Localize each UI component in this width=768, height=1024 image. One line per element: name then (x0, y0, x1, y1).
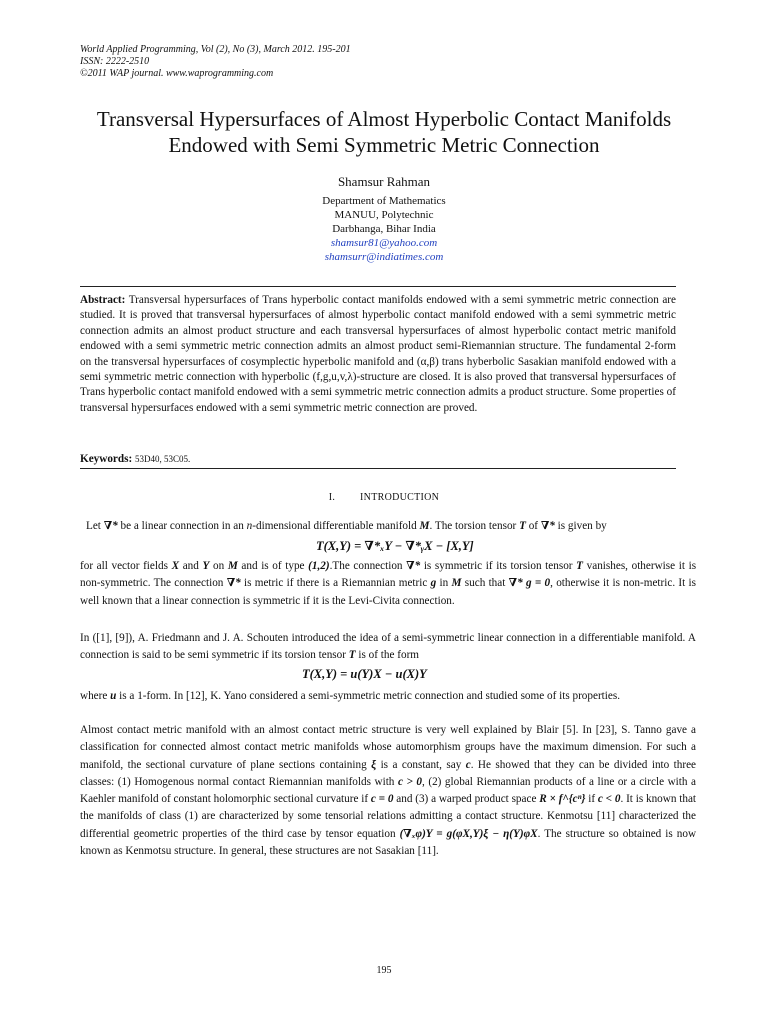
text-span: is given by (557, 520, 607, 532)
math-n: n (246, 520, 253, 532)
math-nabla-star: ∇* (406, 560, 421, 572)
text-span: In ([1], [9]), A. Friedmann and J. A. Schouten introduced the idea of a semi-symmetric linear connection in a differentiable manifold. A connection is said to be semi symmetric if its torsion tensor (80, 632, 696, 662)
email-link-1[interactable]: shamsur81@yahoo.com (330, 237, 438, 249)
math-nabla-star: ∇* (103, 520, 118, 532)
intro-paragraph-4 (80, 688, 696, 705)
abstract-top-rule (80, 286, 676, 287)
math-c-negative: c < 0 (597, 793, 621, 806)
math-c-zero: c = 0 (370, 793, 394, 806)
math-T: T (348, 649, 356, 662)
affiliation-institution: MANUU, Polytechnic (334, 209, 434, 221)
text-span: and is of type (241, 560, 305, 572)
text-span: , (2) global Riemannian products of a line or a circle with a Kaehler manifold of constant holomorphic sectional curvature if (80, 775, 697, 806)
intro-paragraph-2 (80, 558, 696, 610)
text-span: is metric if there is a Riemannian metric (244, 577, 428, 590)
text-span: such that (464, 577, 506, 590)
text-span: is a constant, say (380, 758, 462, 771)
math-T: T (519, 520, 526, 532)
abstract (80, 293, 676, 416)
math-M: M (227, 560, 238, 572)
text-span: is a 1-form. In [12], K. Yano considered a semi-symmetric metric connection and studied some of its properties. (119, 690, 621, 702)
text-span: . He showed that they can be divided into three classes: (1) Homogenous normal contact Riemannian manifolds with (80, 758, 697, 788)
math-xi: ξ (371, 758, 377, 771)
keywords-label: Keywords: (80, 453, 133, 465)
abstract-bottom-rule (80, 468, 676, 469)
intro-paragraph-1 (86, 518, 696, 535)
text-span: .The connection (329, 560, 403, 572)
math-kenmotsu-equation: (∇ₓφ)Y = g(φX,Y)ξ − η(Y)φX (399, 827, 538, 840)
math-metric-condition: ∇* g = 0 (508, 577, 551, 590)
abstract-label: Abstract: (80, 294, 126, 306)
text-span: , otherwise it is non-metric. It is well known that a linear connection is symmetric if it is the Levi-Civita connection. (80, 577, 696, 607)
torsion-formula: T(X,Y) = ∇*ₓY − ∇*ᵧX − [X,Y] (316, 539, 474, 553)
author-affiliation (0, 194, 768, 264)
text-span: of (528, 520, 539, 532)
text-span: Let (86, 520, 101, 532)
text-span: and (3) a warped product space (396, 793, 537, 806)
math-T: T (576, 560, 583, 572)
text-span: . The torsion tensor (429, 520, 517, 532)
section-number: I. (328, 492, 336, 503)
section-heading (0, 492, 768, 503)
journal-copyright: ©2011 WAP journal. www.waprogramming.com (80, 68, 274, 79)
paper-title: Transversal Hypersurfaces of Almost Hyperbolic Contact Manifolds Endowed with Semi Symmetric Metric Connection (96, 107, 672, 157)
text-span: is symmetric if its torsion tensor (423, 560, 573, 572)
text-span: for all vector fields (80, 560, 168, 572)
intro-paragraph-5 (80, 722, 696, 860)
text-span: Almost contact metric manifold with an almost contact metric structure is very well explained by Blair [5]. In [23], S. Tanno gave a classification for connected almost contact metric manifolds whose automorphism groups have the maximum dimension. For such a manifold, the sectional curvature of plane sections containing (80, 724, 696, 771)
text-span: . The structure so obtained is now known as Kenmotsu structure. In general, these structures are not Sasakian [11]. (80, 827, 697, 858)
journal-issn: ISSN: 2222-2510 (80, 56, 150, 67)
math-nabla-star: ∇* (540, 520, 555, 532)
text-span: where (80, 690, 108, 702)
semi-symmetric-formula: T(X,Y) = u(Y)X − u(X)Y (302, 667, 427, 681)
text-span: on (212, 560, 225, 572)
math-Y: Y (202, 560, 210, 572)
journal-citation: World Applied Programming, Vol (2), No (3), March 2012. 195-201 (80, 44, 351, 55)
text-span: if (588, 793, 596, 806)
math-X: X (171, 560, 180, 572)
keywords-value: 53D40, 53C05. (135, 454, 191, 464)
math-type: (1,2) (308, 560, 330, 572)
math-warped-product: R × f^{cⁿ} (539, 793, 586, 806)
intro-paragraph-3 (80, 630, 696, 665)
math-M: M (451, 577, 462, 590)
text-span: be a linear connection in an (120, 520, 244, 532)
affiliation-department: Department of Mathematics (322, 195, 446, 207)
page-number: 195 (376, 965, 392, 976)
text-span: is of the form (358, 649, 420, 662)
math-g: g (430, 577, 437, 590)
abstract-text: Transversal hypersurfaces of Trans hyperbolic contact manifolds endowed with a semi symmetric metric connection are studied. It is proved that transversal hypersurfaces of almost hyperbolic contact manifold endowed with a semi symmetric metric connection admits an almost product structure and each transversal hypersurfaces of almost hyperbolic contact metric manifold endowed with a semi symmetric metric connection admits an almost product semi-Riemannian structure. The fundamental 2-form on the transversal hypersurfaces of cosymplectic hyperbolic manifold and (α,β) trans hyberbolic Sasakian manifold endowed with a semi symmetric metric connection with hyperbolic (f,g,u,v,λ)-structure are closed. It is also proved that transversal hypersurfaces of Trans hyperbolic contact manifold endowed with a semi symmetric metric connection admits a product structure. Some properties of transversal hypersurfaces endowed with a semi symmetric metric connection are proved. (80, 294, 676, 414)
text-span: . It is known that the manifolds of class (1) are characterized by some tensorial relations admitting a contact structure. Kenmotsu [11] characterized the differential geometric properties of the third case by tensor equation (80, 793, 697, 840)
keywords (80, 452, 676, 466)
section-title: INTRODUCTION (360, 492, 440, 503)
author-name: Shamsur Rahman (337, 174, 431, 189)
math-u: u (110, 690, 117, 702)
text-span: and (182, 560, 199, 572)
math-M: M (419, 520, 430, 532)
math-nabla-star: ∇* (226, 577, 241, 590)
journal-header (80, 44, 351, 80)
math-c-positive: c > 0 (397, 775, 422, 788)
math-c: c (465, 758, 471, 771)
text-span: vanishes, otherwise it is non-symmetric. The connection (80, 560, 697, 590)
email-link-2[interactable]: shamsurr@indiatimes.com (324, 251, 444, 263)
text-span: in (439, 577, 449, 590)
text-span: -dimensional differentiable manifold (252, 520, 417, 532)
affiliation-place: Darbhanga, Bihar India (332, 223, 436, 235)
